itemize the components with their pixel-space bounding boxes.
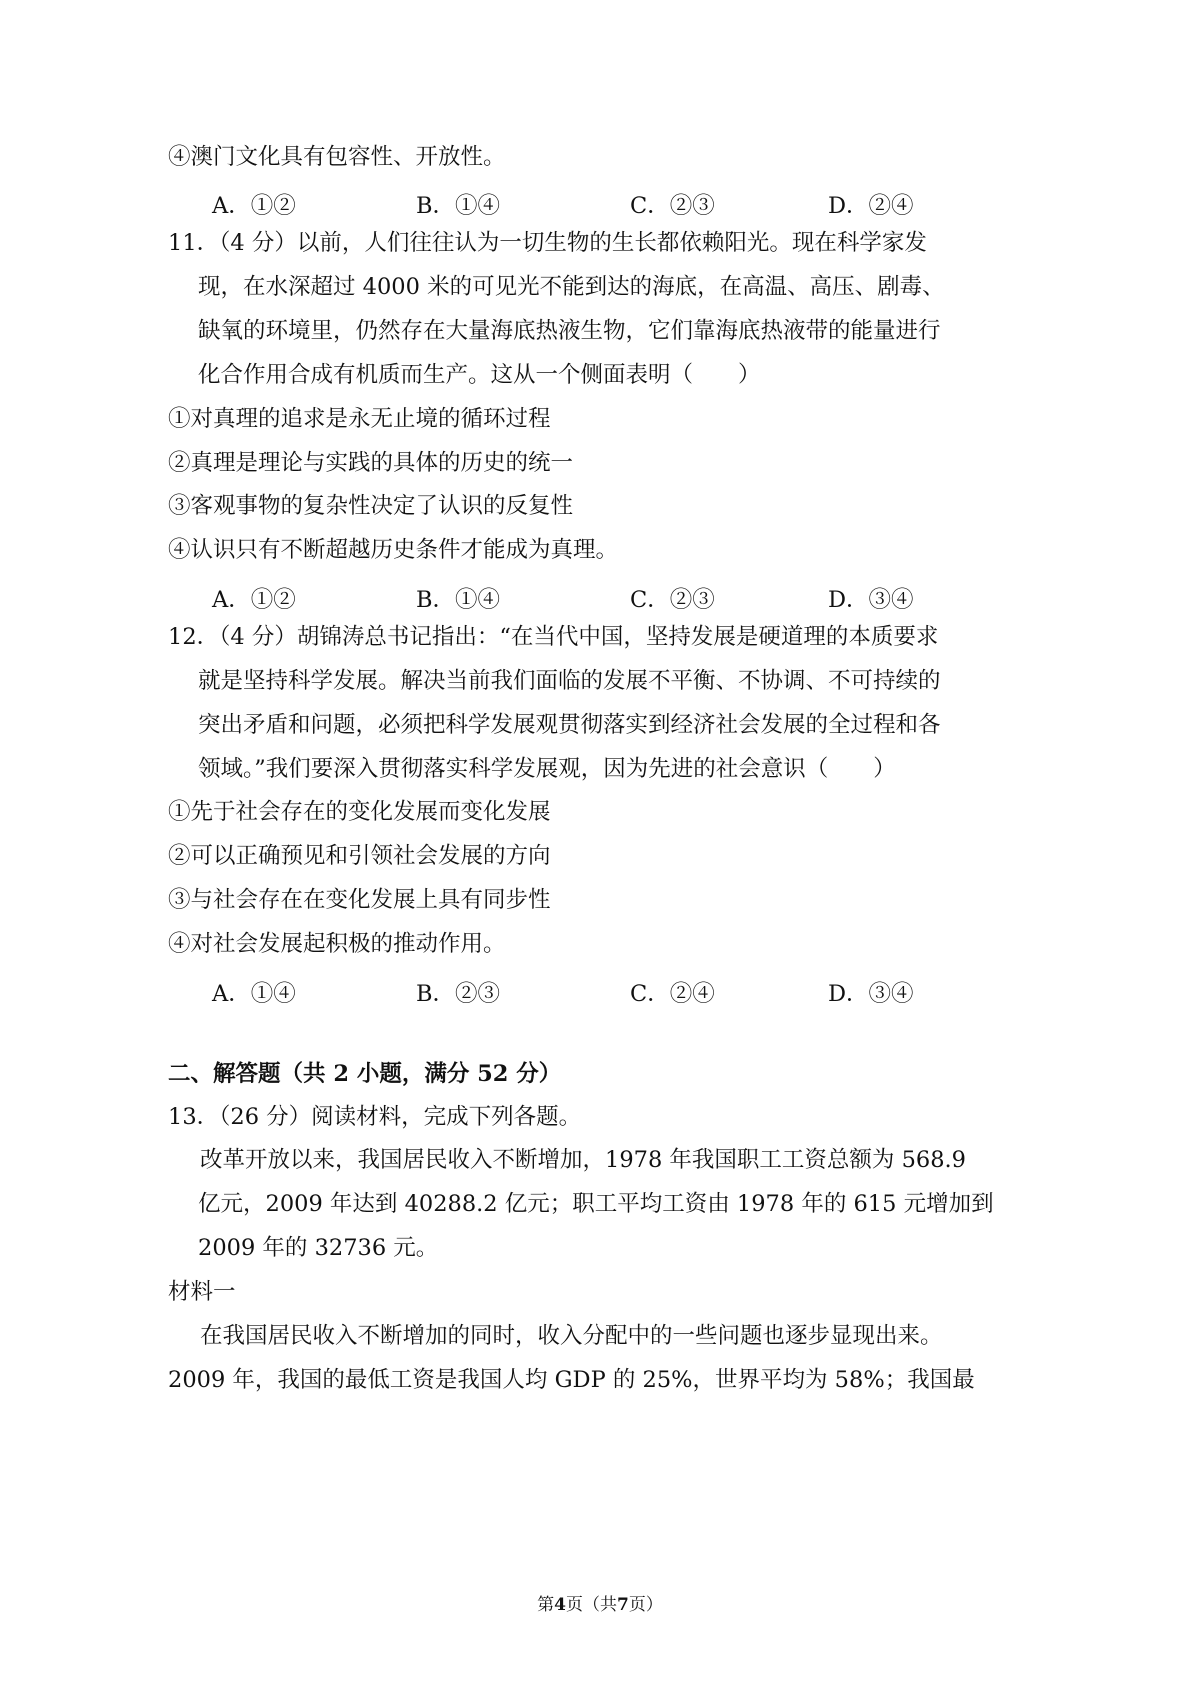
q11-item-2: ②真理是理论与实践的具体的历史的统一: [168, 450, 574, 476]
q12-option-c: C．②④: [630, 981, 715, 1007]
q10-option-b: B．①④: [416, 193, 501, 219]
q12-item-1: ①先于社会存在的变化发展而变化发展: [168, 799, 551, 825]
q12-item-4: ④对社会发展起积极的推动作用。: [168, 931, 506, 957]
footer-page-number: 4: [554, 1595, 566, 1615]
footer-prefix: 第: [537, 1595, 555, 1615]
q10-option-d: D．②④: [828, 193, 914, 219]
q12-options: [212, 976, 972, 1006]
q13-para1-line-1: 改革开放以来，我国居民收入不断增加，1978 年我国职工工资总额为 568.9: [200, 1147, 966, 1173]
q11-item-4: ④认识只有不断超越历史条件才能成为真理。: [168, 537, 619, 563]
q12-item-3: ③与社会存在在变化发展上具有同步性: [168, 887, 551, 913]
q13-para2-line-1: 在我国居民收入不断增加的同时，收入分配中的一些问题也逐步显现出来。: [200, 1323, 943, 1349]
footer-suffix: 页）: [628, 1595, 663, 1615]
q10-options: [212, 188, 972, 218]
q11-item-1: ①对真理的追求是永无止境的循环过程: [168, 406, 551, 432]
q12-option-a: A．①④: [212, 981, 296, 1007]
q10-option-a: A．①②: [212, 193, 296, 219]
q13-para2-line-2: 2009 年，我国的最低工资是我国人均 GDP 的 25%，世界平均为 58%；我国最: [168, 1367, 975, 1393]
q12-option-b: B．②③: [416, 981, 501, 1007]
q12-item-2: ②可以正确预见和引领社会发展的方向: [168, 843, 551, 869]
q11-option-c: C．②③: [630, 587, 715, 613]
q12-stem-line-2: 就是坚持科学发展。解决当前我们面临的发展不平衡、不协调、不可持续的: [198, 668, 941, 694]
q11-option-d: D．③④: [828, 587, 914, 613]
q12-option-d: D．③④: [828, 981, 914, 1007]
q12-stem-line-3: 突出矛盾和问题，必须把科学发展观贯彻落实到经济社会发展的全过程和各: [198, 712, 941, 738]
q11-options: [212, 582, 972, 612]
footer-total-pages: 7: [617, 1595, 629, 1615]
q11-option-a: A．①②: [212, 587, 296, 613]
q11-stem-line-3: 缺氧的环境里，仍然存在大量海底热液生物，它们靠海底热液带的能量进行: [198, 318, 941, 344]
q12-stem-line-1: 12．（4 分）胡锦涛总书记指出：“在当代中国，坚持发展是硬道理的本质要求: [168, 624, 939, 650]
q13-para1-line-2: 亿元，2009 年达到 40288.2 亿元；职工平均工资由 1978 年的 615 元增加到: [198, 1191, 994, 1217]
q11-option-b: B．①④: [416, 587, 501, 613]
q10-option-c: C．②③: [630, 193, 715, 219]
q11-item-3: ③客观事物的复杂性决定了认识的反复性: [168, 493, 574, 519]
q12-stem-line-4: 领域。”我们要深入贯彻落实科学发展观，因为先进的社会意识（ ）: [198, 756, 896, 782]
q13-material-1-label: 材料一: [168, 1279, 236, 1305]
q10-item-4: ④澳门文化具有包容性、开放性。: [168, 144, 506, 170]
footer-middle: 页（共: [566, 1595, 617, 1615]
q13-para1-line-3: 2009 年的 32736 元。: [198, 1235, 439, 1261]
q11-stem-line-2: 现，在水深超过 4000 米的可见光不能到达的海底，在高温、高压、剧毒、: [198, 274, 945, 300]
q13-header: 13．（26 分）阅读材料，完成下列各题。: [168, 1104, 582, 1130]
q11-stem-line-4: 化合作用合成有机质而生产。这从一个侧面表明（ ）: [198, 362, 761, 388]
page-footer: [0, 1590, 1200, 1615]
q11-stem-line-1: 11．（4 分）以前，人们往往认为一切生物的生长都依赖阳光。现在科学家发: [168, 230, 927, 256]
section-2-title: 二、解答题（共 2 小题，满分 52 分）: [168, 1061, 562, 1087]
